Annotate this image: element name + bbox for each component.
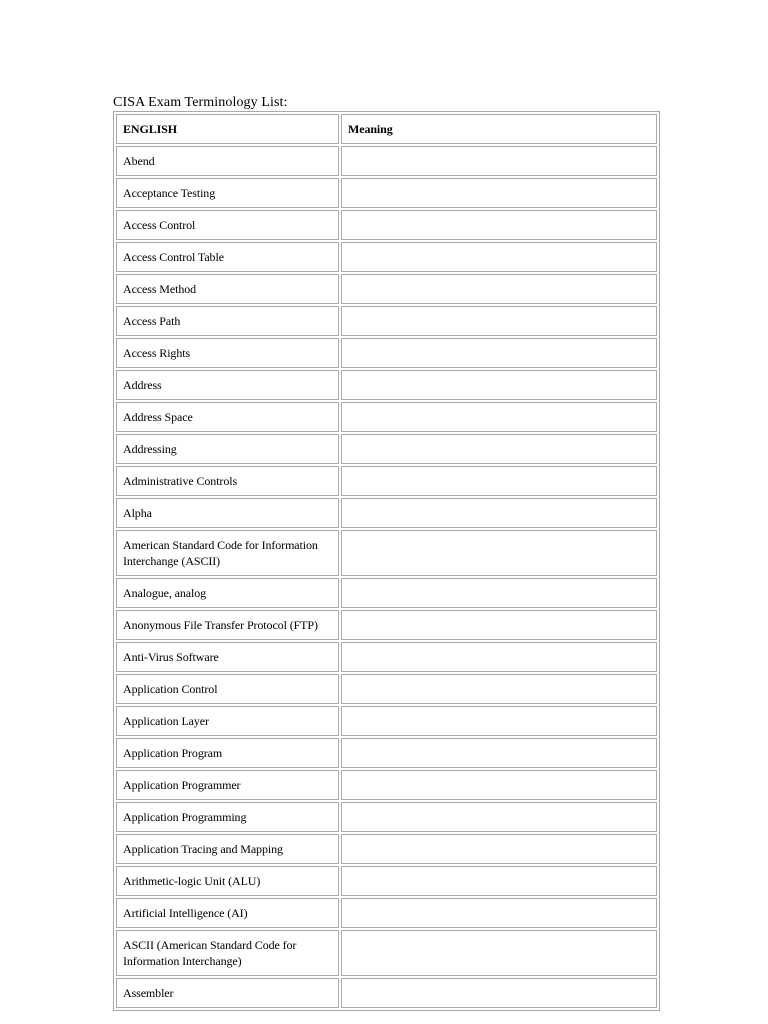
table-row (116, 306, 657, 336)
meaning-cell (341, 274, 657, 304)
table-row (116, 338, 657, 368)
meaning-cell (341, 930, 657, 976)
term-cell: Application Program (116, 738, 339, 768)
meaning-cell (341, 338, 657, 368)
table-row (116, 434, 657, 464)
meaning-cell (341, 802, 657, 832)
table-row (116, 930, 657, 976)
term-cell: Access Rights (116, 338, 339, 368)
term-cell: Analogue, analog (116, 578, 339, 608)
meaning-cell (341, 306, 657, 336)
meaning-cell (341, 242, 657, 272)
term-cell: American Standard Code for Information Interchange (ASCII) (116, 530, 339, 576)
term-cell: Access Control (116, 210, 339, 240)
term-cell: Address (116, 370, 339, 400)
term-cell: Addressing (116, 434, 339, 464)
table-row (116, 770, 657, 800)
meaning-cell (341, 146, 657, 176)
table-row (116, 370, 657, 400)
table-row (116, 210, 657, 240)
meaning-cell (341, 674, 657, 704)
meaning-cell (341, 610, 657, 640)
term-cell: Access Path (116, 306, 339, 336)
term-cell: Anti-Virus Software (116, 642, 339, 672)
meaning-cell (341, 978, 657, 1008)
meaning-cell (341, 866, 657, 896)
document-title: CISA Exam Terminology List: (113, 95, 288, 110)
meaning-cell (341, 578, 657, 608)
header-meaning: Meaning (341, 114, 657, 144)
term-cell: Artificial Intelligence (AI) (116, 898, 339, 928)
table-row (116, 274, 657, 304)
table-row (116, 498, 657, 528)
table-row (116, 978, 657, 1008)
table-row (116, 402, 657, 432)
table-row (116, 898, 657, 928)
meaning-cell (341, 370, 657, 400)
term-cell: Abend (116, 146, 339, 176)
meaning-cell (341, 898, 657, 928)
meaning-cell (341, 498, 657, 528)
table-row (116, 834, 657, 864)
table-row (116, 530, 657, 576)
table-row (116, 674, 657, 704)
term-cell: ASCII (American Standard Code for Information Interchange) (116, 930, 339, 976)
table-row (116, 578, 657, 608)
term-cell: Access Control Table (116, 242, 339, 272)
table-row (116, 242, 657, 272)
header-english: ENGLISH (116, 114, 339, 144)
term-cell: Assembler (116, 978, 339, 1008)
term-cell: Application Programming (116, 802, 339, 832)
meaning-cell (341, 402, 657, 432)
table-row (116, 706, 657, 736)
term-cell: Alpha (116, 498, 339, 528)
table-header-row (116, 114, 657, 144)
meaning-cell (341, 770, 657, 800)
meaning-cell (341, 210, 657, 240)
meaning-cell (341, 706, 657, 736)
table-row (116, 178, 657, 208)
term-cell: Application Layer (116, 706, 339, 736)
term-cell: Application Tracing and Mapping (116, 834, 339, 864)
table-row (116, 738, 657, 768)
meaning-cell (341, 642, 657, 672)
meaning-cell (341, 738, 657, 768)
meaning-cell (341, 834, 657, 864)
meaning-cell (341, 178, 657, 208)
term-cell: Administrative Controls (116, 466, 339, 496)
term-cell: Anonymous File Transfer Protocol (FTP) (116, 610, 339, 640)
term-cell: Arithmetic-logic Unit (ALU) (116, 866, 339, 896)
meaning-cell (341, 530, 657, 576)
term-cell: Application Control (116, 674, 339, 704)
table-row (116, 642, 657, 672)
term-cell: Application Programmer (116, 770, 339, 800)
table-row (116, 802, 657, 832)
meaning-cell (341, 434, 657, 464)
table-row (116, 146, 657, 176)
meaning-cell (341, 466, 657, 496)
terminology-table (113, 111, 660, 1011)
term-cell: Address Space (116, 402, 339, 432)
table-row (116, 610, 657, 640)
term-cell: Access Method (116, 274, 339, 304)
table-row (116, 466, 657, 496)
table-row (116, 866, 657, 896)
term-cell: Acceptance Testing (116, 178, 339, 208)
